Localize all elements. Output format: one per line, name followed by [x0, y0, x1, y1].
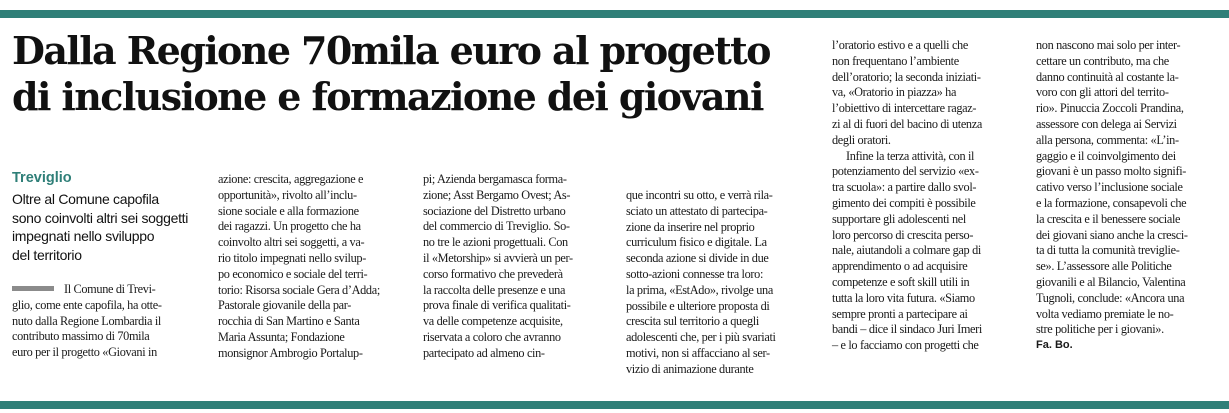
column-line: riservata a coloro che avranno [423, 329, 561, 344]
column-line: zi al di fuori del bacino di utenza [832, 116, 982, 131]
column-line: zione da inserire nel proprio [626, 219, 755, 234]
column-line: po economico e sociale del terri- [218, 266, 368, 281]
column-line: crescita sul territorio a quegli [626, 314, 759, 329]
column-line: supportare gli adolescenti nel [832, 211, 966, 226]
column-line: non nascono mai solo per inter- [1036, 38, 1181, 52]
column-line: tutta la loro vita futura. «Siamo [832, 290, 975, 305]
column-line: ta di tutta la comunità treviglie- [1036, 243, 1180, 258]
article-column-6 [1036, 38, 1226, 354]
column-line: azione: crescita, aggregazione e [218, 172, 364, 186]
kicker-summary-line: impegnati nello sviluppo [12, 228, 155, 245]
column-line: voro con gli attori del territo- [1036, 85, 1169, 100]
column-line: zione; Asst Bergamo Ovest; As- [423, 187, 571, 202]
column-line: loro percorso di crescita perso- [832, 227, 974, 242]
column-line: pi; Azienda bergamasca forma- [423, 172, 567, 186]
article-column-2 [218, 172, 413, 362]
column-line: giovanili e al Bilancio, Valentina [1036, 274, 1186, 289]
column-line: gimento dei compiti è possibile [832, 195, 976, 210]
column-line: seconda azione si divide in due [626, 251, 769, 266]
article-headline [12, 28, 820, 120]
column-line: dei ragazzi. Un progetto che ha [218, 219, 361, 234]
column-line: la crescita e il benessere sociale [1036, 211, 1181, 226]
column-line: alla persona, commenta: «L’in- [1036, 132, 1179, 147]
article-column-1 [12, 282, 204, 361]
column-line: – e lo facciamo con progetti che [832, 338, 979, 353]
column-line: danno continuità al costante la- [1036, 69, 1179, 84]
kicker-summary-line: del territorio [12, 246, 82, 263]
column-line: degli oratori. [832, 132, 891, 147]
headline-line: di inclusione e formazione dei giovani [12, 74, 763, 119]
column-line: l’oratorio estivo e a quelli che [832, 38, 968, 52]
column-line: nuto dalla Regione Lombardia il [12, 313, 161, 328]
column-line: euro per il progetto «Giovani in [12, 345, 157, 360]
column-line: del commercio di Treviglio. So- [423, 219, 570, 234]
column-line: cativo verso l’inclusione sociale [1036, 180, 1183, 195]
column-line: partecipato ad almeno cin- [423, 345, 545, 360]
column-line: la raccolta delle presenze e una [423, 282, 566, 297]
column-line: sempre pronti a partecipare ai [832, 306, 968, 321]
column-line: monsignor Ambrogio Portalup- [218, 345, 363, 360]
column-line: possibile e ulteriore proposta di [626, 298, 770, 313]
column-line: curriculum fisico e digitale. La [626, 235, 767, 250]
column-line: cettare un contributo, ma che [1036, 53, 1169, 68]
column-line: Tugnoli, conclude: «Ancora una [1036, 290, 1185, 305]
column-line: tra scuola»: a partire dallo svol- [832, 180, 977, 195]
column-line: vizio di animazione durante [626, 361, 754, 376]
column-line: sciato un attestato di partecipa- [626, 203, 768, 218]
column-line: coinvolto altri sei soggetti, a va- [218, 235, 365, 250]
column-line: l’obiettivo di intercettare ragaz- [832, 101, 977, 116]
column-line: nale, aiutandoli a colmare gap di [832, 243, 981, 258]
column-line: Infine la terza attività, con il [846, 148, 975, 163]
column-line: il «Metorship» si avvierà un per- [423, 250, 573, 265]
column-line: competenze e soft skill utili in [832, 274, 970, 289]
column-line: dell’oratorio; la seconda iniziati- [832, 69, 981, 84]
column-line: va delle competenze acquisite, [423, 314, 563, 329]
column-line: se». L’assessore alle Politiche [1036, 259, 1172, 274]
column-line: assessore con delega ai Servizi [1036, 116, 1177, 131]
column-line: dei giovani siano anche la cresci- [1036, 227, 1188, 242]
column-line: non frequentano l’ambiente [832, 53, 959, 68]
column-line: rio titolo impegnati nello svilup- [218, 250, 366, 265]
column-line: prova finale di verifica qualitati- [423, 298, 571, 313]
lead-bar-marker [12, 286, 54, 291]
article-column-3 [423, 172, 616, 362]
column-line: no tre le azioni progettuali. Con [423, 235, 568, 250]
column-line [12, 282, 204, 298]
column-line: motivi, non si affacciano al ser- [626, 345, 770, 360]
kicker-summary [12, 190, 202, 264]
column-line: Pastorale giovanile della par- [218, 298, 352, 313]
column-line-text: Il Comune di Trevi- [64, 282, 156, 296]
column-line: sociazione del Distretto urbano [423, 203, 566, 218]
column-line: Maria Assunta; Fondazione [218, 329, 345, 344]
column-line: rio». Pinuccia Zoccoli Prandina, [1036, 101, 1184, 116]
author-signature: Fa. Bo. [1036, 339, 1073, 352]
kicker-summary-line: Oltre al Comune capofila [12, 191, 159, 207]
column-line: contributo massimo di 70mila [12, 329, 150, 344]
column-line: sione sociale e alla formazione [218, 203, 359, 218]
kicker-city: Treviglio [12, 170, 72, 186]
column-line: corso formativo che prevederà [423, 266, 563, 281]
column-line: sotto-azioni connesse tra loro: [626, 266, 764, 281]
column-line: torio: Risorsa sociale Gera d’Adda; [218, 282, 380, 297]
bottom-rule [0, 401, 1229, 409]
top-rule [0, 10, 1229, 18]
article-column-4 [626, 188, 821, 378]
column-line: bandi – dice il sindaco Juri Imeri [832, 322, 982, 337]
column-line: apprendimento o ad acquisire [832, 259, 968, 274]
column-line: la prima, «EstAdo», rivolge una [626, 282, 773, 297]
article-column-5 [832, 38, 1028, 354]
column-line: stre politiche per i giovani». [1036, 322, 1164, 337]
column-line: glio, come ente capofila, ha otte- [12, 297, 162, 312]
column-line: potenziamento del servizio «ex- [832, 164, 979, 179]
column-line: opportunità», rivolto all’inclu- [218, 187, 357, 202]
column-line: e la formazione, consapevoli che [1036, 195, 1187, 210]
column-line: va, «Oratorio in piazza» ha [832, 85, 957, 100]
headline-line: Dalla Regione 70mila euro al progetto [12, 28, 770, 73]
column-line: giovani è un passo molto signifi- [1036, 164, 1187, 179]
column-line: rocchia di San Martino e Santa [218, 314, 360, 329]
column-line: que incontri su otto, e verrà rila- [626, 188, 773, 202]
kicker-summary-line: sono coinvolti altri sei soggetti [12, 209, 189, 226]
column-line: gaggio e il coinvolgimento dei [1036, 148, 1176, 163]
column-line: adolescenti che, per i più svariati [626, 330, 776, 345]
column-line: volta vediamo premiate le no- [1036, 306, 1174, 321]
